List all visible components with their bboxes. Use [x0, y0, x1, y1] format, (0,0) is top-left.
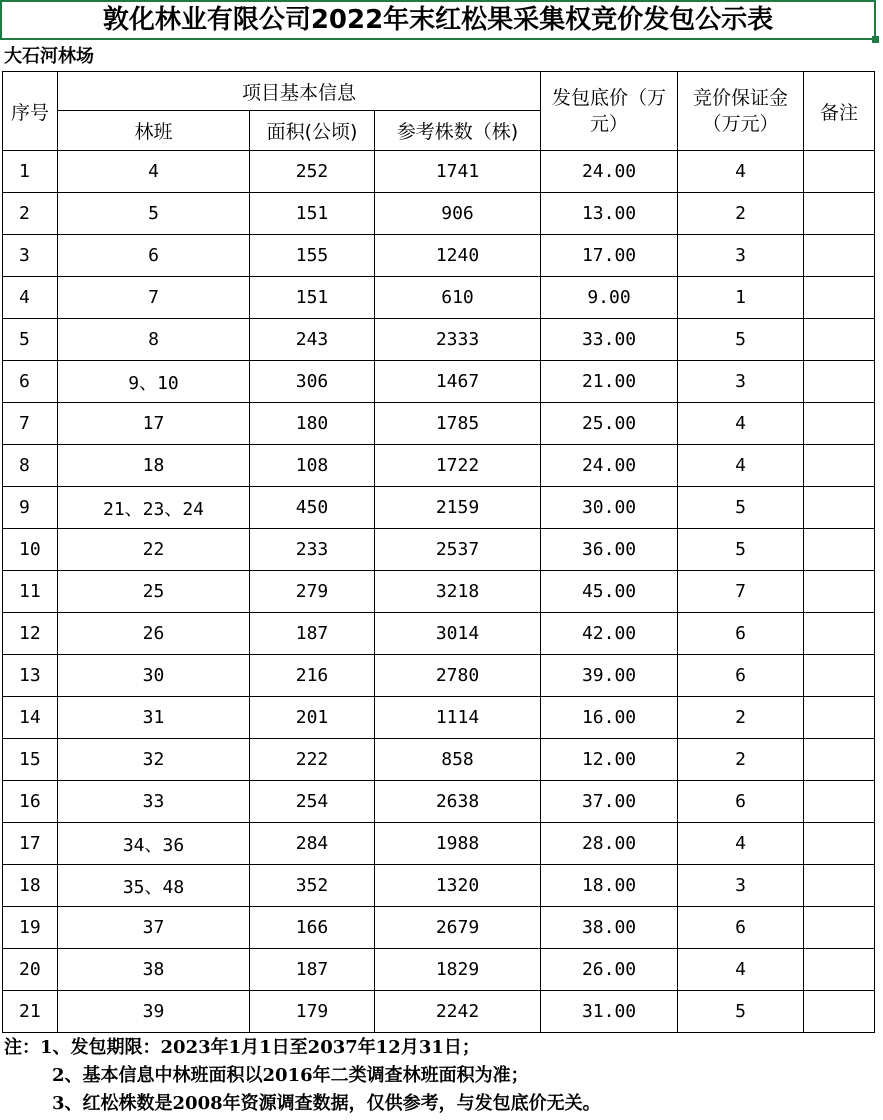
cell-ref-count[interactable]: 2242 [375, 991, 541, 1033]
cell-ref-count[interactable]: 3014 [375, 613, 541, 655]
cell-area[interactable]: 201 [250, 697, 375, 739]
cell-base-price[interactable]: 36.00 [541, 529, 678, 571]
cell-forest-class[interactable]: 39 [58, 991, 250, 1033]
cell-seq[interactable]: 13 [3, 655, 58, 697]
cell-seq[interactable]: 15 [3, 739, 58, 781]
cell-area[interactable]: 279 [250, 571, 375, 613]
cell-area[interactable]: 222 [250, 739, 375, 781]
table-row [3, 571, 875, 613]
note-line: 3、红松株数是2008年资源调查数据，仅供参考，与发包底价无关。 [52, 1093, 601, 1114]
table-row [3, 655, 875, 697]
cell-deposit[interactable]: 2 [678, 697, 804, 739]
cell-area[interactable]: 252 [250, 151, 375, 193]
bid-table [2, 71, 875, 1033]
table-row [3, 193, 875, 235]
cell-deposit[interactable]: 1 [678, 277, 804, 319]
cell-ref-count[interactable]: 1320 [375, 865, 541, 907]
cell-deposit[interactable]: 6 [678, 613, 804, 655]
cell-base-price[interactable]: 18.00 [541, 865, 678, 907]
cell-area[interactable]: 179 [250, 991, 375, 1033]
cell-base-price[interactable]: 16.00 [541, 697, 678, 739]
table-row [3, 529, 875, 571]
cell-remark[interactable] [804, 151, 875, 193]
cell-remark[interactable] [804, 613, 875, 655]
cell-seq[interactable]: 16 [3, 781, 58, 823]
cell-ref-count[interactable]: 3218 [375, 571, 541, 613]
cell-area[interactable]: 187 [250, 613, 375, 655]
cell-base-price[interactable]: 28.00 [541, 823, 678, 865]
cell-base-price[interactable]: 17.00 [541, 235, 678, 277]
cell-seq[interactable]: 18 [3, 865, 58, 907]
cell-ref-count[interactable]: 1722 [375, 445, 541, 487]
cell-base-price[interactable]: 24.00 [541, 445, 678, 487]
cell-remark[interactable] [804, 277, 875, 319]
cell-forest-class[interactable]: 4 [58, 151, 250, 193]
cell-deposit[interactable]: 6 [678, 907, 804, 949]
cell-base-price[interactable]: 25.00 [541, 403, 678, 445]
cell-seq[interactable]: 1 [3, 151, 58, 193]
cell-forest-class[interactable]: 18 [58, 445, 250, 487]
table-row [3, 487, 875, 529]
cell-base-price[interactable]: 9.00 [541, 277, 678, 319]
cell-remark[interactable] [804, 487, 875, 529]
cell-forest-class[interactable]: 26 [58, 613, 250, 655]
cell-area[interactable]: 108 [250, 445, 375, 487]
cell-area[interactable]: 187 [250, 949, 375, 991]
cell-forest-class[interactable]: 31 [58, 697, 250, 739]
cell-area[interactable]: 151 [250, 193, 375, 235]
cell-forest-class[interactable]: 22 [58, 529, 250, 571]
cell-deposit[interactable]: 2 [678, 739, 804, 781]
table-row [3, 151, 875, 193]
cell-remark[interactable] [804, 823, 875, 865]
cell-seq[interactable]: 7 [3, 403, 58, 445]
cell-fill-handle[interactable] [872, 36, 879, 43]
cell-area[interactable]: 151 [250, 277, 375, 319]
table-body [3, 151, 875, 1033]
cell-ref-count[interactable]: 2333 [375, 319, 541, 361]
cell-forest-class[interactable]: 30 [58, 655, 250, 697]
cell-ref-count[interactable]: 1785 [375, 403, 541, 445]
table-row [3, 865, 875, 907]
header-remark: 备注 [804, 72, 875, 151]
header-project-info: 项目基本信息 [58, 72, 541, 111]
cell-seq[interactable]: 4 [3, 277, 58, 319]
cell-area[interactable]: 216 [250, 655, 375, 697]
table-row [3, 361, 875, 403]
header-forest-class: 林班 [58, 111, 250, 151]
forest-farm-name: 大石河林场 [4, 46, 94, 67]
cell-area[interactable]: 155 [250, 235, 375, 277]
cell-seq[interactable]: 3 [3, 235, 58, 277]
cell-ref-count[interactable]: 2780 [375, 655, 541, 697]
cell-deposit[interactable]: 4 [678, 151, 804, 193]
cell-remark[interactable] [804, 319, 875, 361]
cell-ref-count[interactable]: 610 [375, 277, 541, 319]
cell-forest-class[interactable]: 6 [58, 235, 250, 277]
cell-seq[interactable]: 17 [3, 823, 58, 865]
cell-ref-count[interactable]: 1829 [375, 949, 541, 991]
cell-ref-count[interactable]: 2537 [375, 529, 541, 571]
cell-seq[interactable]: 12 [3, 613, 58, 655]
cell-ref-count[interactable]: 1988 [375, 823, 541, 865]
cell-deposit[interactable]: 4 [678, 445, 804, 487]
cell-area[interactable]: 306 [250, 361, 375, 403]
cell-forest-class[interactable]: 25 [58, 571, 250, 613]
cell-deposit[interactable]: 4 [678, 403, 804, 445]
cell-deposit[interactable]: 3 [678, 361, 804, 403]
cell-ref-count[interactable]: 1240 [375, 235, 541, 277]
cell-ref-count[interactable]: 906 [375, 193, 541, 235]
cell-seq[interactable]: 14 [3, 697, 58, 739]
header-row-top [3, 72, 875, 111]
cell-base-price[interactable]: 21.00 [541, 361, 678, 403]
cell-seq[interactable]: 5 [3, 319, 58, 361]
cell-base-price[interactable]: 30.00 [541, 487, 678, 529]
cell-forest-class[interactable]: 38 [58, 949, 250, 991]
cell-deposit[interactable]: 5 [678, 319, 804, 361]
cell-ref-count[interactable]: 1114 [375, 697, 541, 739]
header-deposit-label: 竞价保证金（万元） [693, 87, 789, 135]
cell-remark[interactable] [804, 361, 875, 403]
cell-remark[interactable] [804, 739, 875, 781]
cell-forest-class[interactable]: 35、48 [58, 865, 250, 907]
page-title[interactable]: 敦化林业有限公司2022年末红松果采集权竞价发包公示表 [0, 0, 876, 40]
cell-deposit[interactable]: 3 [678, 235, 804, 277]
cell-forest-class[interactable]: 37 [58, 907, 250, 949]
table-row [3, 445, 875, 487]
table-row [3, 739, 875, 781]
note-line: 2、基本信息中林班面积以2016年二类调查林班面积为准； [52, 1065, 529, 1086]
cell-deposit[interactable]: 6 [678, 655, 804, 697]
cell-deposit[interactable]: 7 [678, 571, 804, 613]
cell-forest-class[interactable]: 17 [58, 403, 250, 445]
cell-remark[interactable] [804, 193, 875, 235]
note-line: 注：1、发包期限：2023年1月1日至2037年12月31日； [4, 1037, 480, 1058]
cell-remark[interactable] [804, 697, 875, 739]
cell-area[interactable]: 284 [250, 823, 375, 865]
cell-forest-class[interactable]: 32 [58, 739, 250, 781]
table-row [3, 949, 875, 991]
cell-area[interactable]: 180 [250, 403, 375, 445]
cell-area[interactable]: 233 [250, 529, 375, 571]
cell-seq[interactable]: 2 [3, 193, 58, 235]
table-row [3, 403, 875, 445]
cell-forest-class[interactable]: 5 [58, 193, 250, 235]
table-row [3, 823, 875, 865]
cell-deposit[interactable]: 6 [678, 781, 804, 823]
header-ref-count: 参考株数（株) [375, 111, 541, 151]
cell-forest-class[interactable]: 9、10 [58, 361, 250, 403]
table-row [3, 613, 875, 655]
cell-remark[interactable] [804, 445, 875, 487]
cell-forest-class[interactable]: 33 [58, 781, 250, 823]
table-row [3, 235, 875, 277]
cell-remark[interactable] [804, 235, 875, 277]
cell-remark[interactable] [804, 781, 875, 823]
cell-area[interactable]: 450 [250, 487, 375, 529]
header-seq: 序号 [3, 72, 58, 151]
cell-deposit[interactable]: 4 [678, 823, 804, 865]
cell-remark[interactable] [804, 403, 875, 445]
table-row [3, 697, 875, 739]
header-area: 面积(公顷) [250, 111, 375, 151]
cell-base-price[interactable]: 26.00 [541, 949, 678, 991]
cell-ref-count[interactable]: 1741 [375, 151, 541, 193]
cell-deposit[interactable]: 5 [678, 487, 804, 529]
table-row [3, 277, 875, 319]
cell-forest-class[interactable]: 34、36 [58, 823, 250, 865]
cell-base-price[interactable]: 24.00 [541, 151, 678, 193]
table-row [3, 991, 875, 1033]
cell-deposit[interactable]: 2 [678, 193, 804, 235]
cell-forest-class[interactable]: 21、23、24 [58, 487, 250, 529]
cell-base-price[interactable]: 33.00 [541, 319, 678, 361]
cell-base-price[interactable]: 12.00 [541, 739, 678, 781]
cell-seq[interactable]: 8 [3, 445, 58, 487]
notes [4, 1034, 874, 1118]
cell-remark[interactable] [804, 655, 875, 697]
table-row [3, 907, 875, 949]
cell-area[interactable]: 243 [250, 319, 375, 361]
cell-seq[interactable]: 21 [3, 991, 58, 1033]
cell-remark[interactable] [804, 571, 875, 613]
cell-forest-class[interactable]: 8 [58, 319, 250, 361]
cell-deposit[interactable]: 5 [678, 529, 804, 571]
cell-ref-count[interactable]: 858 [375, 739, 541, 781]
cell-deposit[interactable]: 5 [678, 991, 804, 1033]
cell-deposit[interactable]: 3 [678, 865, 804, 907]
cell-base-price[interactable]: 45.00 [541, 571, 678, 613]
cell-remark[interactable] [804, 865, 875, 907]
cell-area[interactable]: 254 [250, 781, 375, 823]
cell-base-price[interactable]: 13.00 [541, 193, 678, 235]
cell-seq[interactable]: 6 [3, 361, 58, 403]
cell-ref-count[interactable]: 2679 [375, 907, 541, 949]
header-deposit [678, 72, 804, 151]
cell-area[interactable]: 352 [250, 865, 375, 907]
cell-seq[interactable]: 10 [3, 529, 58, 571]
cell-seq[interactable]: 19 [3, 907, 58, 949]
cell-remark[interactable] [804, 949, 875, 991]
cell-ref-count[interactable]: 1467 [375, 361, 541, 403]
cell-remark[interactable] [804, 529, 875, 571]
cell-base-price[interactable]: 38.00 [541, 907, 678, 949]
header-base-price [541, 72, 678, 151]
cell-seq[interactable]: 20 [3, 949, 58, 991]
cell-base-price[interactable]: 42.00 [541, 613, 678, 655]
cell-base-price[interactable]: 37.00 [541, 781, 678, 823]
cell-forest-class[interactable]: 7 [58, 277, 250, 319]
table-row [3, 781, 875, 823]
cell-seq[interactable]: 11 [3, 571, 58, 613]
cell-remark[interactable] [804, 991, 875, 1033]
table-row [3, 319, 875, 361]
cell-base-price[interactable]: 31.00 [541, 991, 678, 1033]
cell-ref-count[interactable]: 2159 [375, 487, 541, 529]
cell-ref-count[interactable]: 2638 [375, 781, 541, 823]
cell-area[interactable]: 166 [250, 907, 375, 949]
cell-seq[interactable]: 9 [3, 487, 58, 529]
cell-base-price[interactable]: 39.00 [541, 655, 678, 697]
cell-deposit[interactable]: 4 [678, 949, 804, 991]
header-base-price-label: 发包底价（万元） [552, 87, 667, 135]
cell-remark[interactable] [804, 907, 875, 949]
